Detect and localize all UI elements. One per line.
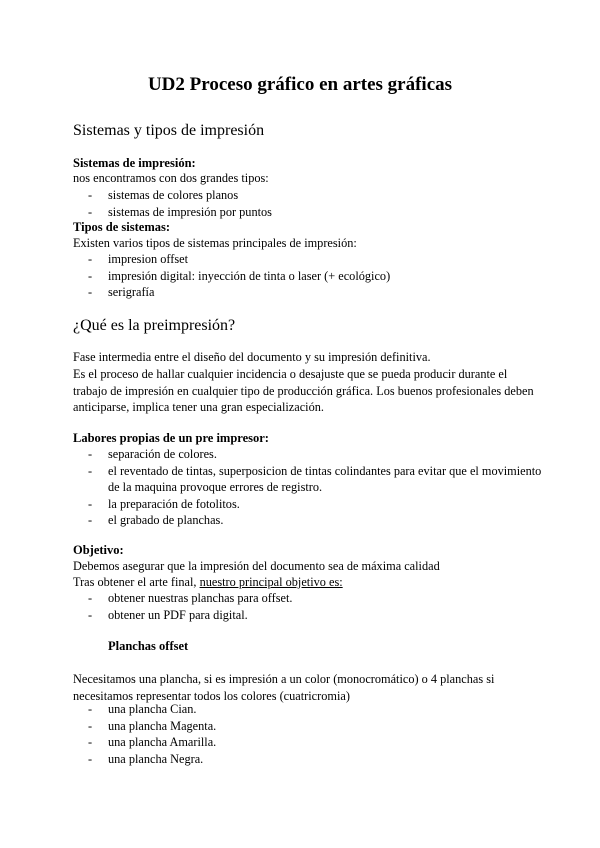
labores-list [73, 446, 543, 529]
list-item: - obtener un PDF para digital. [73, 607, 543, 624]
tipos-intro: Existen varios tipos de sistemas principales de impresión: [73, 236, 357, 250]
objetivo-line1: Debemos asegurar que la impresión del documento sea de máxima calidad [73, 559, 440, 573]
list-item: - una plancha Amarilla. [73, 734, 543, 751]
document-title: UD2 Proceso gráfico en artes gráficas [147, 74, 453, 95]
sistemas-list [73, 187, 543, 220]
planchas-para: Necesitamos una plancha, si es impresión a un color (monocromático) o 4 planchas si necesitamos representar todos los colores (cuatricromia) [73, 672, 495, 703]
objetivo-line2-text: Tras obtener el arte final, [73, 575, 200, 589]
list-item: - impresion offset [73, 251, 543, 268]
list-item: - serigrafía [73, 284, 543, 301]
labores-label: Labores propias de un pre impresor: [73, 431, 269, 445]
planchas-list [73, 701, 543, 767]
list-item: - sistemas de colores planos [73, 187, 543, 204]
sistemas-intro: nos encontramos con dos grandes tipos: [73, 171, 269, 185]
list-item: - la preparación de fotolitos. [73, 496, 543, 513]
list-item: - sistemas de impresión por puntos [73, 204, 543, 221]
list-item: - impresión digital: inyección de tinta o laser (+ ecológico) [73, 268, 543, 285]
tipos-list [73, 251, 543, 301]
objetivo-list [73, 590, 543, 623]
list-item: - una plancha Magenta. [73, 718, 543, 735]
objetivo-line2 [73, 574, 543, 591]
section-heading-preimpresion: ¿Qué es la preimpresión? [73, 317, 236, 334]
preimpresion-para2: Es el proceso de hallar cualquier incidencia o desajuste que se pueda producir durante el trabajo de impresión en cualquier tipo de producción gráfica. Los buenos profesionales deben anticiparse, implica tener una gran especialización. [73, 367, 534, 415]
list-item: - una plancha Cian. [73, 701, 543, 718]
section-heading-sistemas: Sistemas y tipos de impresión [73, 122, 265, 139]
planchas-heading: Planchas offset [108, 639, 189, 653]
list-item: - obtener nuestras planchas para offset. [73, 590, 543, 607]
tipos-label: Tipos de sistemas: [73, 220, 171, 234]
preimpresion-para1: Fase intermedia entre el diseño del documento y su impresión definitiva. [73, 350, 431, 364]
objetivo-line2-underlined: nuestro principal objetivo es: [199, 575, 343, 589]
list-item: - una plancha Negra. [73, 751, 543, 768]
list-item: - separación de colores. [73, 446, 543, 463]
list-item: - el grabado de planchas. [73, 512, 543, 529]
sistemas-label: Sistemas de impresión: [73, 156, 196, 170]
objetivo-label: Objetivo: [73, 543, 124, 557]
list-item: - el reventado de tintas, superposicion de tintas colindantes para evitar que el movimiento de la maquina provoque errores de registro. [73, 463, 543, 496]
